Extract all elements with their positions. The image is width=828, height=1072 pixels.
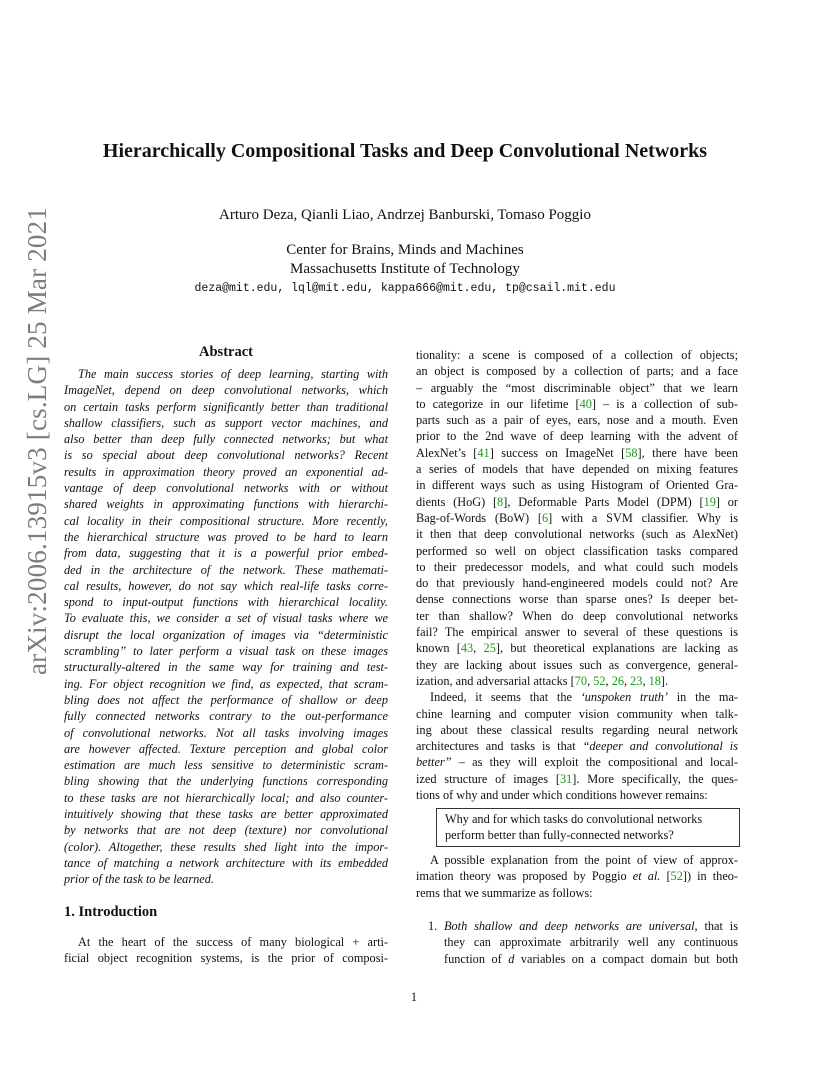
text-line: better” – as they will exploit the compositional and local- [416,755,738,770]
text-line: are however affected. Texture perception and global color [64,741,388,756]
affiliation [60,241,750,279]
text-line: Indeed, it seems that the ‘unspoken truth’ in the ma- [430,690,738,705]
text-line: The main success stories of deep learning, starting with [78,367,388,381]
text-line: performed so well on object classification tasks compared [416,543,738,558]
text-line: by networks that are not deep (texture) nor convolutional [64,823,388,838]
text-line: parts such as a pair of eyes, ears, nose and a mouth. Even [416,413,738,428]
text-line: tions of why and under which conditions however remains: [416,788,708,803]
text-line: to categorize in our lifetime [40] – is a collection of sub- [416,396,738,411]
text-line: ized structure of images [31]. More specifically, the ques- [416,771,738,786]
text-line: they can approximate arbitrarily well any continuous [444,935,738,950]
author-emails: deza@mit.edu, lql@mit.edu, kappa666@mit.edu, tp@csail.mit.edu [194,282,616,295]
text-line: to their predecessor models, and what could such models [416,559,738,574]
text-line: – arguably the “most discriminable object” that we learn [416,380,738,395]
abstract-heading: Abstract [199,344,253,360]
text-line: Bag-of-Words (BoW) [6] with a SVM classifier. Why is [416,510,738,525]
text-line: disrupt the local organization of images via “deterministic [64,627,388,642]
text-line: Both shallow and deep networks are universal, that is [444,919,738,933]
text-line: ficial object recognition systems, is the prior of composi- [64,951,388,966]
text-line: tionality: a scene is composed of a collection of objects; [416,348,738,362]
abstract-body [64,366,388,888]
text-line: AlexNet’s [41] success on ImageNet [58], there have been [416,445,738,460]
right-column-text [416,347,738,803]
text-line: also better than deep fully connected networks; but what [64,432,388,447]
text-line: to these tasks are not hierarchically local; and also counter- [64,790,388,805]
text-line: is so special about deep convolutional networks? Recent [64,448,388,463]
text-line: the hierarchical structure was proved to be hard to learn [64,529,388,544]
boxed-question [436,808,740,847]
text-line: an object is composed by a collection of parts; and a face [416,364,738,379]
text-line: scrambling” to later perform a visual task on these images [64,644,388,659]
affiliation-line: Center for Brains, Minds and Machines [286,242,524,258]
text-line: fully connected networks contrary to the out-performance [64,709,388,724]
text-line: estimation are much less sensitive to deterministic scram- [64,758,388,773]
text-line: shared weights in approximating functions with hierarchi- [64,497,388,512]
page-number: 1 [410,990,418,1004]
author-list: Arturo Deza, Qianli Liao, Andrzej Banburski, Tomaso Poggio [219,207,591,223]
text-line: of convolutional networks. Not all tasks involving images [64,725,388,740]
text-line: a series of models that have depended on mixing features [416,462,738,477]
paper-title: Hierarchically Compositional Tasks and Deep Convolutional Networks [102,140,708,162]
list-item-text [444,918,738,967]
arxiv-sidebar-stamp: arXiv:2006.13915v3 [cs.LG] 25 Mar 2021 [22,206,52,675]
introduction-heading: 1. Introduction [64,904,158,920]
approximation-theory-text [416,852,738,901]
text-line: ImageNet, depend on deep convolutional networks, which [64,383,388,398]
text-line: from data, suggesting that it is a powerful prior embed- [64,546,388,561]
text-line: bling showing that the underlying functions corresponding [64,774,388,789]
text-line: they are lacking about issues such as convergence, general- [416,657,738,672]
text-line: results in approximation theory proved an exponential ad- [64,464,388,479]
text-line: structurally-altered in the same way for training and test- [64,660,388,675]
text-line: imation theory was proposed by Poggio et al. [52]) in theo- [416,869,739,884]
text-line: intuitively showing that these tasks are better approximated [64,807,388,822]
text-line: ization, and adversarial attacks [70, 52, 26, 23, 18]. [416,673,669,688]
text-line: A possible explanation from the point of view of approx- [430,853,738,867]
boxed-question-line: perform better than fully-connected networks? [445,828,674,843]
text-line: dients (HoG) [8], Deformable Parts Model (DPM) [19] or [416,494,738,509]
text-line: spond to input-output functions with hierarchical locality. [64,595,388,610]
text-line: chine learning and computer vision community when talk- [416,706,738,721]
text-line: in different ways such as using Histogram of Oriented Gra- [416,478,738,493]
text-line: rems that we summarize as follows: [416,885,593,900]
text-line: fail? The empirical answer to several of these questions is [416,625,738,640]
text-line: ing. For object recognition we find, as expected, that scram- [64,676,388,691]
list-number: 1. [428,919,438,933]
text-line: (color). Altogether, these results shed light into the impor- [64,839,388,854]
text-line: function of d variables on a compact domain but both [444,951,738,966]
text-line: it then that deep convolutional networks (such as AlexNet) [416,527,738,542]
boxed-question-line: Why and for which tasks do convolutional networks [445,812,703,826]
text-line: shallow classifiers, such as support vector machines, and [64,415,388,430]
text-line: do that previously hand-engineered models could not? Are [416,576,738,591]
text-line: dense connections worse than sparse ones? Is deeper bet- [416,592,738,607]
text-line: vantage of deep convolutional networks with or without [64,481,388,496]
text-line: architectures and tasks is that “deeper and convolutional is [416,739,738,754]
affiliation-line: Massachusetts Institute of Technology [290,261,520,277]
text-line: cal results, however, do not say which real-life tasks corre- [64,578,388,593]
text-line: ded in the architecture of the network. These mathemati- [64,562,388,577]
text-line: on certain tasks perform significantly better than traditional [64,399,388,414]
text-line: prior of the task to be learned. [64,872,214,887]
text-line: ing about these classical results regarding neural network [416,722,738,737]
text-line: cal locality in their compositional structure. More recently, [64,513,388,528]
text-line: tance of matching a network architecture with its embedded [64,855,388,870]
text-line: ter than shallow? When do deep convolutional networks [416,608,738,623]
text-line: prior to the 2nd wave of deep learning with the advent of [416,429,738,444]
text-line: To evaluate this, we consider a set of visual tasks where we [64,611,388,626]
text-line: At the heart of the success of many biological + arti- [78,935,388,949]
text-line: bling does not affect the performance of shallow or deep [64,692,388,707]
text-line: known [43, 25], but theoretical explanations are lacking as [416,641,738,656]
introduction-text [64,934,388,967]
